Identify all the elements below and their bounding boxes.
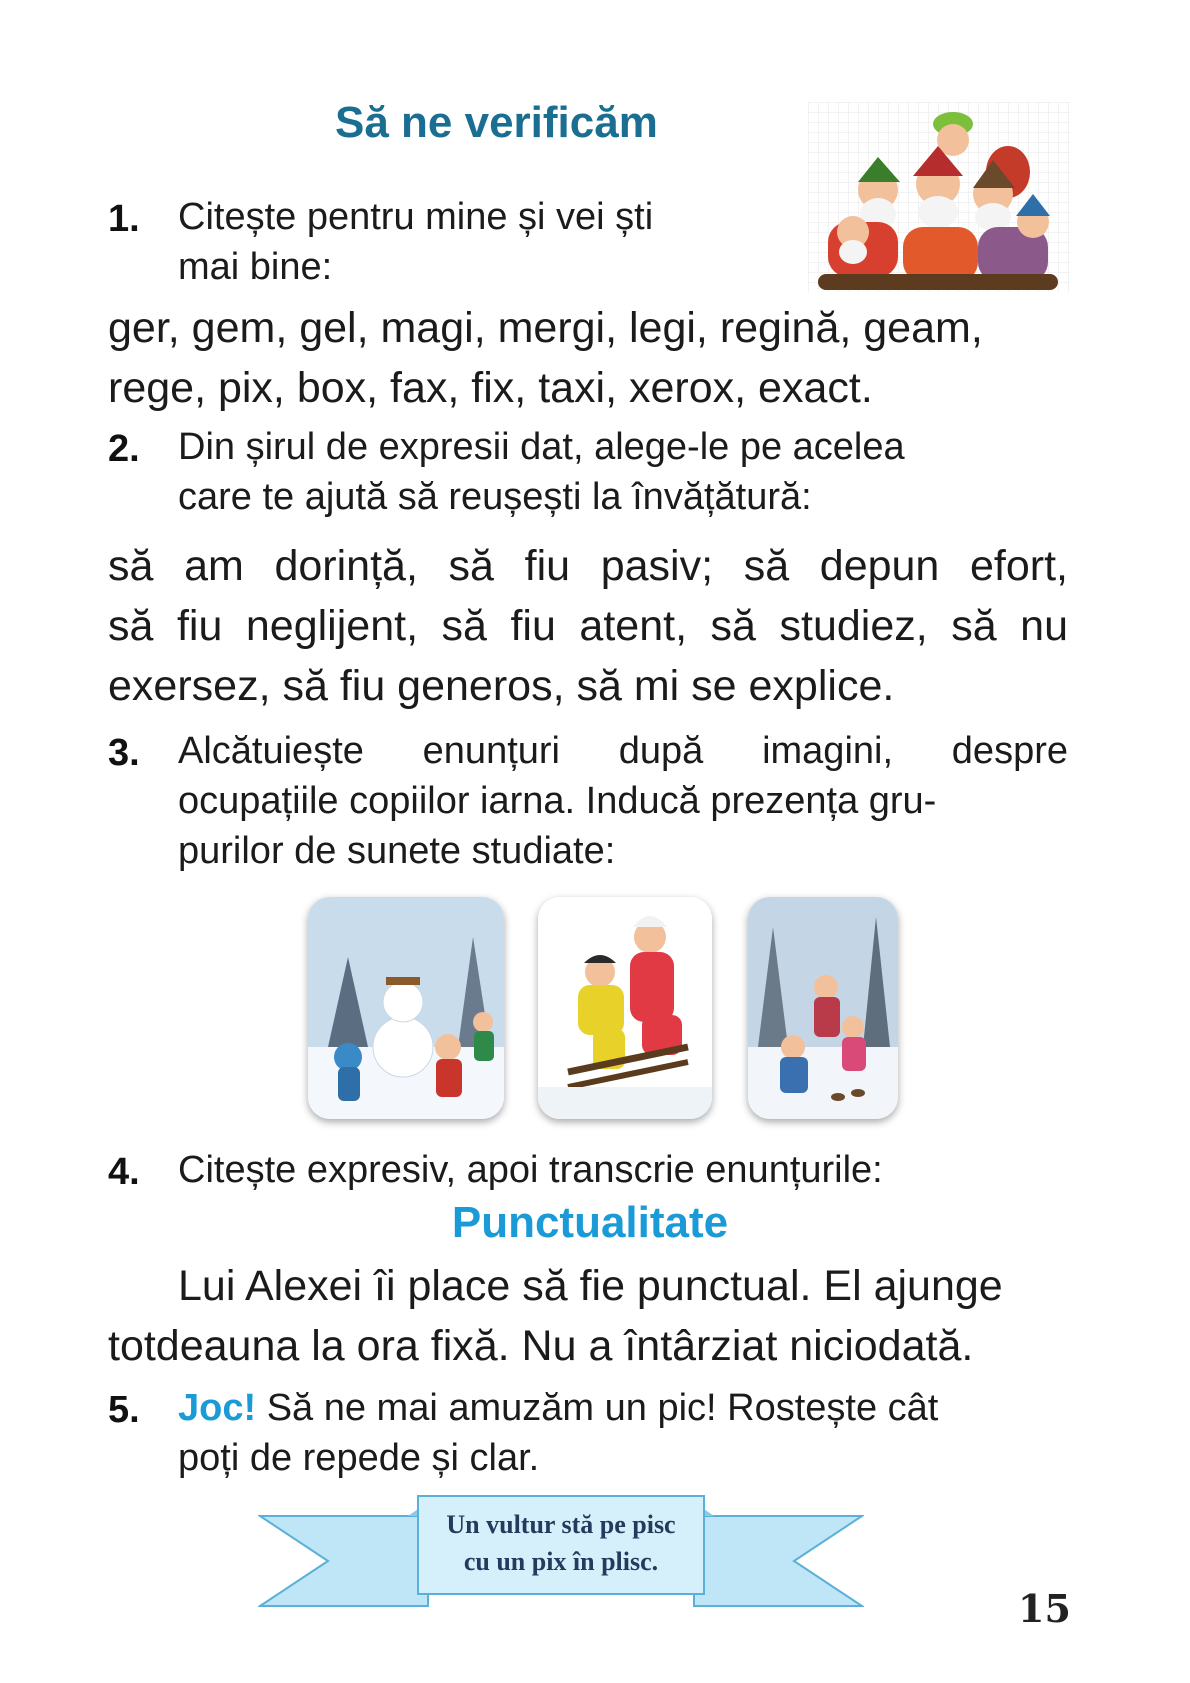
task-number: 3. [108,732,140,774]
game-label: Joc! [178,1387,257,1429]
task-instruction-line: Din șirul de expresii dat, alege-le pe acelea [178,426,905,468]
story-text [108,1256,1068,1376]
page-title: Să ne verificăm [335,98,658,147]
tongue-twister-line: cu un pix în plisc. [463,1547,659,1576]
task-number: 4. [108,1151,140,1193]
task-instruction-line: care te ajută să reușești la învățătură: [178,476,812,518]
task-instruction-line: poți de repede și clar. [178,1437,540,1479]
tongue-twister-text [418,1506,704,1580]
task-instruction [178,1383,1078,1483]
task-instruction [178,422,1078,522]
story-line: totdeauna la ora fixă. Nu a întârziat niciodată. [108,1322,974,1370]
story-line: Lui Alexei îi place să fie punctual. El ajunge [178,1262,1003,1310]
task-instruction-line: purilor de sunete studiate: [178,830,616,872]
task-instruction [178,726,1068,876]
story-title: Punctualitate [451,1198,729,1247]
task-instruction [178,192,778,292]
task-number: 5. [108,1389,140,1431]
seven-dwarfs-illustration [808,102,1070,292]
word-list [108,298,1068,418]
word-list-line: rege, pix, box, fax, fix, taxi, xerox, exact. [108,364,873,412]
expression-line: exersez, să fiu generos, să mi se explice. [108,662,895,710]
expression-list [108,536,1068,716]
task-number: 1. [108,198,140,240]
expression-line: să fiu neglijent, să fiu atent, să studiez, să nu [108,602,1068,650]
tongue-twister-banner [258,1494,864,1622]
word-list-line: ger, gem, gel, magi, mergi, legi, regină, geam, [108,304,983,352]
task-instruction-line [178,1383,1078,1433]
sledding-photo [538,897,712,1119]
task-instruction-line: Citește pentru mine și vei ști [178,196,654,238]
page-number: 15 [1018,1586,1071,1631]
snowman-building-photo [308,897,504,1119]
expression-line: să am dorință, să fiu pasiv; să depun efort, [108,542,1068,590]
task-instruction: Citește expresiv, apoi transcrie enunțurile: [178,1149,883,1191]
task-instruction-line: mai bine: [178,246,333,288]
tongue-twister-line: Un vultur stă pe pisc [446,1510,676,1539]
task-instruction-line: Alcătuiește enunțuri după imagini, despre [178,730,1068,772]
task-instruction-rest: Să ne mai amuzăm un pic! Rostește cât [256,1387,939,1429]
task-instruction-line: ocupațiile copiilor iarna. Inducă prezența gru- [178,780,937,822]
task-number: 2. [108,428,140,470]
feeding-birds-photo [748,897,898,1119]
